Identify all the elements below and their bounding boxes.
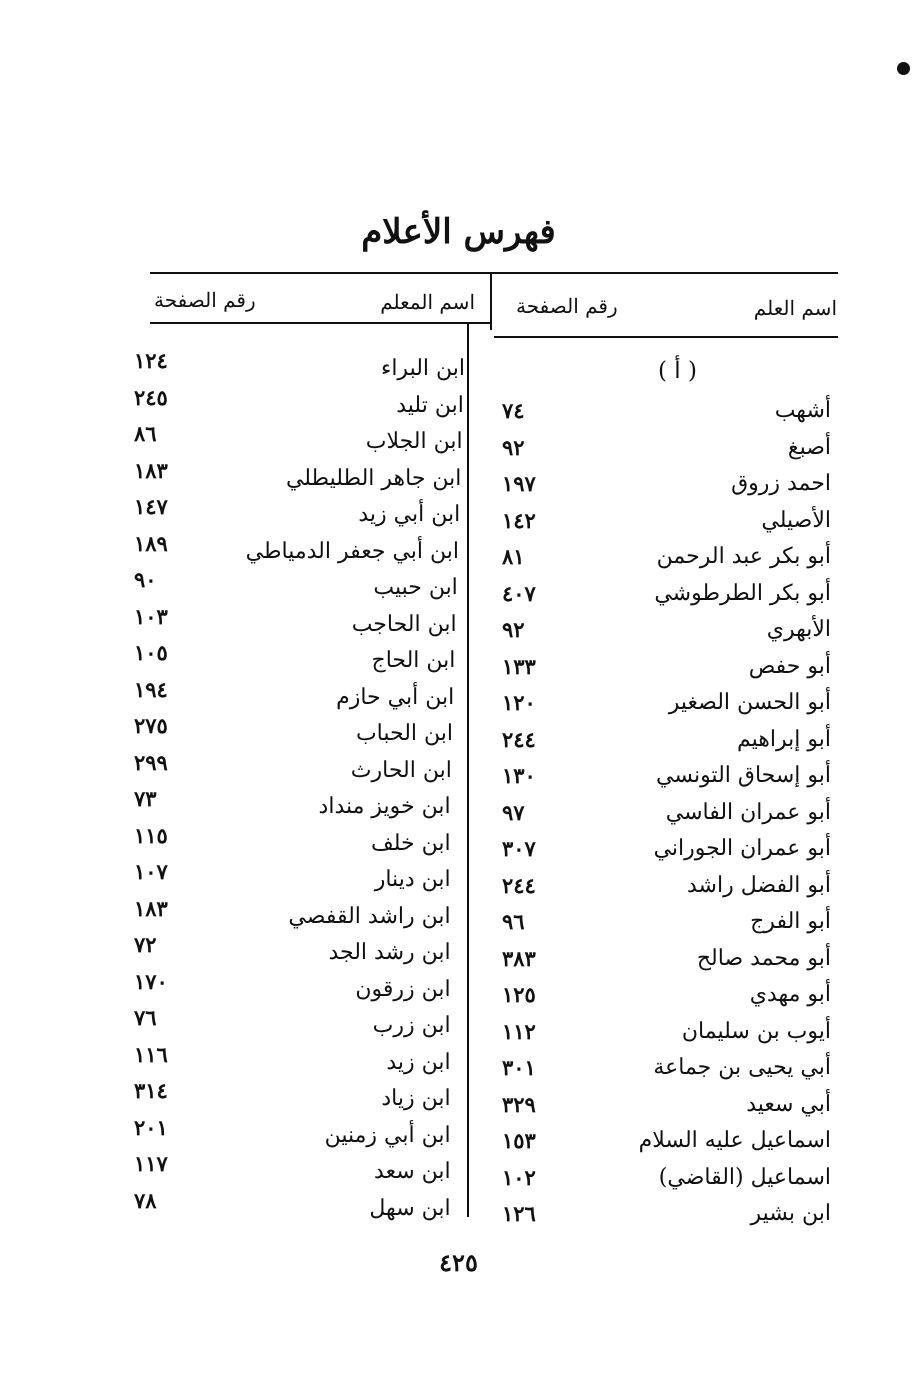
index-entry-page: ١٩٤ <box>134 676 168 702</box>
index-entry-page: ٣٠١ <box>502 1055 536 1080</box>
index-entry-name: أبو الفضل راشد <box>687 872 831 898</box>
index-entry-name: اسماعيل عليه السلام <box>638 1128 831 1153</box>
index-entry-name: أصبغ <box>787 434 831 460</box>
index-entry-name: أبو عمران الجوراني <box>653 836 831 861</box>
index-entry-page: ١١٦ <box>134 1041 168 1067</box>
index-entry-name: ابن زرقون <box>355 976 451 1002</box>
header-right-name: اسم العلم <box>753 296 837 320</box>
index-entry-name: ابن رشد الجد <box>328 940 451 965</box>
index-entry-page: ٩٢ <box>502 434 525 460</box>
index-entry-page: ٢٧٥ <box>134 713 168 738</box>
header-right-page: رقم الصفحة <box>516 294 618 318</box>
index-entry-name: أبو عمران الفاسي <box>665 799 831 825</box>
index-entry-page: ١٨٩ <box>134 530 168 556</box>
ink-dot <box>897 62 910 75</box>
index-entry-name: ابن أبي حازم <box>336 684 455 710</box>
index-entry-page: ١٢٤ <box>134 348 168 373</box>
index-entry-name: ابن الجلاب <box>365 429 463 454</box>
index-entry-name: أبي يحيى بن جماعة <box>653 1055 831 1080</box>
index-entry-name: أبو الفرج <box>750 909 831 934</box>
index-entry-page: ٨٦ <box>134 421 157 446</box>
index-entry-page: ٧٢ <box>134 932 157 957</box>
index-entry-page: ٧٦ <box>134 1005 157 1030</box>
index-entry-name: ابن حبيب <box>373 575 458 600</box>
header-top-rule <box>150 272 838 274</box>
header-left-page: رقم الصفحة <box>154 288 256 312</box>
index-entry-page: ٢٠١ <box>134 1114 168 1140</box>
index-entry-page: ١٧٠ <box>134 968 168 994</box>
index-entry-page: ١١٥ <box>134 822 168 848</box>
index-entry-page: ١١٢ <box>502 1018 536 1044</box>
index-entry-name: ابن دينار <box>374 867 451 892</box>
index-entry-name: ابن أبي زمنين <box>324 1122 451 1148</box>
index-entry-page: ١٢٦ <box>502 1201 536 1226</box>
index-entry-name: ابن الحارث <box>350 757 452 783</box>
index-entry-page: ١٢٠ <box>502 690 536 715</box>
index-entry-page: ١١٧ <box>134 1151 168 1176</box>
index-entry-page: ٢٤٥ <box>134 384 168 410</box>
index-entry-page: ١٣٣ <box>502 653 536 679</box>
header-divider <box>490 272 492 330</box>
page-number: ٤٢٥ <box>439 1248 478 1277</box>
index-entry-name: ابن أبي جعفر الدمياطي <box>245 538 459 564</box>
index-entry-name: أبو بكر عبد الرحمن <box>656 544 831 569</box>
header-bottom-rule-left <box>150 322 490 324</box>
index-entry-name: الأصيلي <box>761 507 831 533</box>
index-entry-page: ٧٣ <box>134 786 157 811</box>
index-entry-page: ١٢٥ <box>502 982 536 1007</box>
index-entry-name: أيوب بن سليمان <box>681 1018 831 1044</box>
header-left-name: اسم المعلم <box>380 290 475 314</box>
index-entry-name: ابن زرب <box>372 1013 451 1038</box>
index-entry-page: ٧٤ <box>502 398 525 423</box>
index-entry-page: ١٠٥ <box>134 640 168 665</box>
header-bottom-rule-right <box>494 336 838 338</box>
index-entry-page: ٣٠٧ <box>502 836 536 861</box>
index-entry-page: ٩٧ <box>502 799 525 825</box>
index-entry-page: ٧٨ <box>134 1187 157 1213</box>
index-entry-page: ١٠٣ <box>134 603 168 629</box>
index-entry-page: ١٥٣ <box>502 1128 536 1153</box>
index-entry-page: ٢٩٩ <box>134 749 168 775</box>
index-entry-page: ٩٠ <box>134 567 157 592</box>
index-entry-name: ابن بشير <box>750 1201 831 1226</box>
index-entry-name: اسماعيل (القاضي) <box>658 1164 831 1190</box>
index-entry-name: الأبهري <box>766 617 831 642</box>
index-entry-name: أبو مهدي <box>749 982 831 1007</box>
index-entry-page: ١٤٢ <box>502 507 536 533</box>
index-entry-name: ابن تليد <box>396 392 464 418</box>
index-entry-page: ٢٤٤ <box>502 726 536 752</box>
index-entry-name: ابن زياد <box>381 1086 451 1111</box>
index-entry-name: أبو إبراهيم <box>737 726 831 752</box>
index-entry-page: ٢٤٤ <box>502 872 536 898</box>
index-entry-name: أبو إسحاق التونسي <box>655 763 831 788</box>
index-entry-name: أبو الحسن الصغير <box>668 690 831 715</box>
index-entry-page: ١٩٧ <box>502 471 536 496</box>
index-entry-page: ٣٢٩ <box>502 1091 536 1117</box>
index-entry-name: ابن الحاجب <box>351 611 457 637</box>
index-entry-name: أبي سعيد <box>746 1091 831 1117</box>
index-entry-name: احمد زروق <box>731 471 831 496</box>
section-letter: ( أ ) <box>658 358 697 384</box>
index-entry-name: أبو حفص <box>748 653 831 679</box>
index-entry-page: ٤٠٧ <box>502 580 536 606</box>
index-entry-name: أبو بكر الطرطوشي <box>654 580 831 606</box>
index-entry-name: ابن خويز منداد <box>318 794 451 819</box>
index-entry-name: ابن زيد <box>386 1049 451 1075</box>
index-entry-name: أشهب <box>774 398 831 423</box>
index-entry-name: ابن أبي زيد <box>358 502 461 527</box>
page-title: فهرس الأعلام <box>361 212 556 252</box>
index-entry-page: ٩٢ <box>502 617 525 642</box>
index-entry-page: ٨١ <box>502 544 525 569</box>
index-entry-page: ٩٦ <box>502 909 525 934</box>
index-entry-name: ابن الحباب <box>355 721 453 746</box>
index-entry-page: ١٠٧ <box>134 859 168 884</box>
index-entry-name: أبو محمد صالح <box>696 945 831 971</box>
index-entry-name: ابن الحاج <box>371 648 456 673</box>
index-entry-name: ابن سهل <box>369 1195 451 1221</box>
index-entry-page: ١٨٣ <box>134 457 168 483</box>
index-entry-name: ابن البراء <box>380 356 465 381</box>
index-entry-page: ١٨٣ <box>134 895 168 921</box>
index-entry-name: ابن راشد القفصي <box>288 903 451 929</box>
column-divider <box>467 322 469 1217</box>
index-entry-page: ١٣٠ <box>502 763 536 788</box>
index-entry-name: ابن جاهر الطليطلي <box>285 465 462 491</box>
index-entry-name: ابن خلف <box>370 830 451 856</box>
index-entry-page: ٣١٤ <box>134 1078 168 1103</box>
index-entry-page: ٣٨٣ <box>502 945 536 971</box>
index-entry-page: ١٠٢ <box>502 1164 536 1190</box>
index-entry-name: ابن سعد <box>374 1159 451 1184</box>
index-entry-page: ١٤٧ <box>134 494 168 519</box>
